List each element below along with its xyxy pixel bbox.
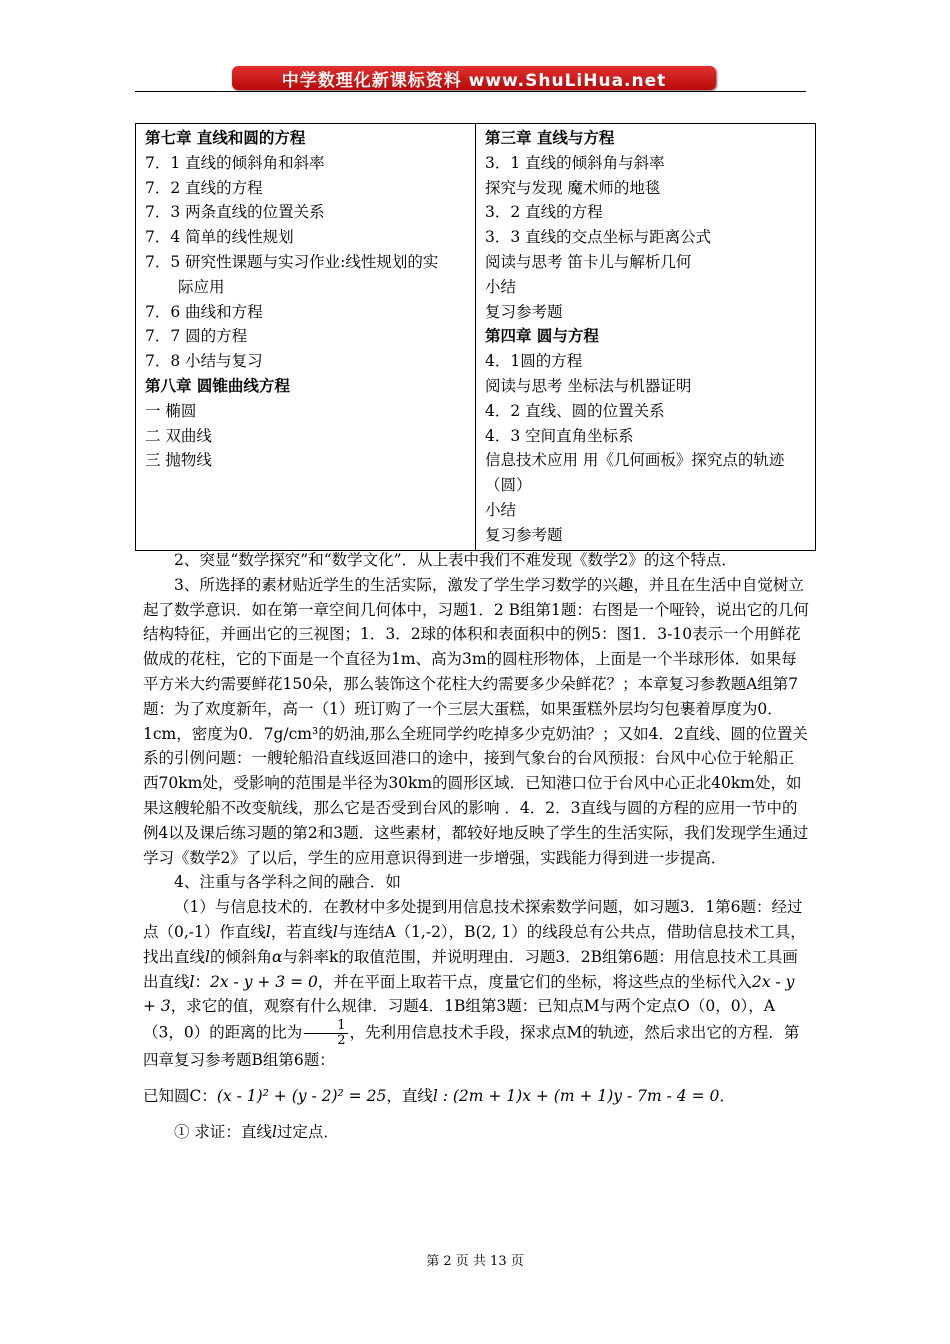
text-segment: 与连结A（1,-2），B(2, 1）的线段总有公共点，借助信息技术工具，找出直线 [143,922,806,966]
fraction-numerator: 1 [304,1019,347,1034]
text-segment: ，先利用信息技术手段，探求点M的轨迹，然后求出它的方程．第四章复习参考题B组第6题： [143,1023,800,1070]
paragraph-3: 3、所选择的素材贴近学生的生活实际，激发了学生学习数学的兴趣，并且在生活中自觉树立起了数学意识．如在第一章空间几何体中，习题1．2 B组第1题：右图是一个哑铃，说出它的几何结构特征，并画出它的三视图；1．3．2球的体积和表面积中的例5：图1．3-10表示一个用鲜花做成的花柱，它的下面是一个直径为1m、高为3m的圆柱形物体，上面是一个半球形体．如果每平方米大约需要鲜花150朵，那么装饰这个花柱大约需要多少朵鲜花？；本章复习参教题A组第7题：为了欢度新年，高一（1）班订购了一个三层大蛋糕，如果蛋糕外层均匀包裹着厚度为0．1cm，密度为0．7g/cm³的奶油,那么全班同学约吃掉多少克奶油？；又如4．2直线、圆的位置关系的引例问题：一艘轮船沿直线返回港口的途中，接到气象台的台风预报：台风中心位于轮船正西70km处，受影响的范围是半径为30km的圆形区域．已知港口位于台风中心正北40km处，如果这艘轮船不改变航线，那么它是否受到台风的影响 ．4．2．3直线与圆的方程的应用一节中的例4以及课后练习题的第2和3题．这些素材，都较好地反映了学生的生活实际，我们发现学生通过学习《数学2》了以后，学生的应用意识得到进一步增强，实践能力得到进一步提高． [143,575,809,867]
toc-entry: 7．8 小结与复习 [145,352,263,371]
toc-entry: 7．5 研究性课题与实习作业:线性规划的实 [145,252,439,271]
toc-entry: 复习参考题 [485,302,563,321]
text-segment: 过定点． [276,1122,339,1141]
toc-entry: 4．2 直线、圆的位置关系 [485,401,665,420]
text-segment: ，并在平面上取若干点，度量它们的坐标，将这些点的坐标代入 [317,972,752,991]
toc-entry: 3．3 直线的交点坐标与距离公式 [485,228,712,247]
equation-line-family: l : (2m + 1)x + (m + 1)y - 7m - 4 = 0 [432,1086,720,1105]
paragraph-2: 2、突显“数学探究”和“数学文化”．从上表中我们不难发现《数学2》的这个特点． [174,551,737,569]
toc-entry: 探究与发现 魔术师的地毯 [485,178,661,197]
text-segment: ： [194,972,210,991]
math-var-l: l [265,922,271,941]
toc-entry: 小结 [485,500,517,519]
toc-entry: 7．1 直线的倾斜角和斜率 [145,153,325,172]
equation-circle: (x - 1)² + (y - 2)² = 25 [216,1086,387,1105]
text-segment: 与斜率k的取值范围，并说明理由．习题3．2B组第6题：用信息技术工具画出直线 [143,947,798,991]
math-var-l: l [271,1122,277,1141]
site-banner: 中学数理化新课标资料 www.ShuLiHua.net [232,66,716,90]
toc-entry: 7．3 两条直线的位置关系 [145,203,325,222]
paragraph-circle-problem [143,1084,809,1109]
toc-entry: 二 双曲线 [145,426,212,445]
toc-entry: （圆） [485,476,532,495]
fraction-denominator: 2 [337,1033,346,1049]
math-var-l: l [332,922,338,941]
toc-entry: 三 抛物线 [145,451,212,470]
text-segment: ，求它的值，观察有什么规律．习题4．1B组第3题：已知点M与两个定点O（0，0），A（3，0）的距离的比为 [143,997,776,1042]
toc-entry: 阅读与思考 坐标法与机器证明 [485,376,692,395]
toc-entry: 小结 [485,277,517,296]
toc-entry: 复习参考题 [485,525,563,544]
text-segment: ． [719,1086,735,1105]
equation-expression: 2x - y + 3 [143,972,795,1016]
toc-chapter-heading: 第四章 圆与方程 [485,326,599,346]
toc-entry: 3．2 直线的方程 [485,203,603,222]
toc-right-column [476,124,816,551]
toc-entry: 3．1 直线的倾斜角与斜率 [485,153,665,172]
body-text [143,548,809,1145]
toc-chapter-heading: 第三章 直线与方程 [485,128,615,147]
page-footer: 第 2 页 共 13 页 [426,1254,524,1269]
toc-entry: 信息技术应用 用《几何画板》探究点的轨迹 [485,451,785,470]
toc-entry: 阅读与思考 笛卡儿与解析几何 [485,252,692,271]
toc-chapter-heading: 第七章 直线和圆的方程 [145,128,306,147]
text-segment: 的倾斜角 [209,947,272,966]
toc-left-column [136,124,476,551]
math-var-alpha: α [272,947,283,966]
toc-entry: 4．3 空间直角坐标系 [485,426,634,445]
text-segment: （1）与信息技术的．在教材中多处提到用信息技术探索数学问题，如习题3．1第6题：经过点（0,-1）作直线 [143,898,803,941]
text-segment: 已知圆C： [143,1086,217,1105]
math-var-l: l [189,972,195,991]
toc-entry: 7．4 简单的线性规划 [145,228,294,247]
toc-chapter-heading: 第八章 圆锥曲线方程 [145,375,290,395]
paragraph-proof [143,1120,809,1145]
math-var-l: l [205,947,210,966]
toc-entry: 7．6 曲线和方程 [145,302,263,321]
text-segment: ① 求证：直线 [174,1122,272,1141]
equation-line: 2x - y + 3 = 0 [210,972,318,991]
toc-entry: 7．2 直线的方程 [145,178,263,197]
toc-entry: 一 椭圆 [145,401,197,420]
toc-entry: 际应用 [178,277,225,296]
header-rule [135,91,806,92]
paragraph-info-tech [143,895,809,1073]
toc-comparison-table [135,123,816,551]
text-segment: ，若直线 [270,922,333,941]
toc-entry: 7．7 圆的方程 [145,327,248,346]
toc-entry: 4．1圆的方程 [485,352,583,371]
paragraph-4: 4、注重与各学科之间的融合．如 [174,873,401,892]
text-segment: ，直线 [386,1086,433,1105]
fraction-one-half [304,1019,347,1048]
